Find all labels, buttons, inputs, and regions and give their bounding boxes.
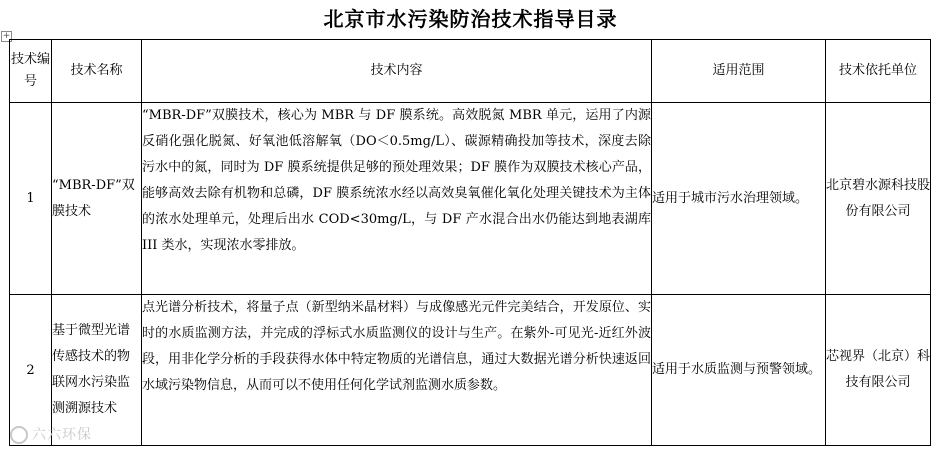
row-scope: 适用于城市污水治理领域。 [652,103,826,295]
page-title: 北京市水污染防治技术指导目录 [323,7,618,31]
row-tech-content: “MBR-DF”双膜技术，核心为 MBR 与 DF 膜系统。高效脱氮 MBR 单元，运用了内源反硝化强化脱氮、好氧池低溶解氧（DO＜0.5mg/L）、碳源精确投加等技术，深度去除污水中的氮，同时为 DF 膜系统提供足够的预处理效果；DF 膜作为双膜技术核心产品，能够高效去除有机物和总磷，DF 膜系统浓水经以高效臭氧催化氧化处理关键技术为主体的浓水处理单元，处理后出水 COD<30mg/L，与 DF 产水混合出水仍能达到地表湖库 III 类水，实现浓水零排放。 [142,103,652,295]
table-row [10,295,931,446]
row-tech-name: 基于微型光谱传感技术的物联网水污染监测溯源技术 [52,295,142,446]
row-tech-name: “MBR-DF”双膜技术 [52,103,142,295]
watermark-text: 六六环保 [32,427,92,443]
row-org: 北京碧水源科技股份有限公司 [826,103,931,295]
watermark-icon [10,426,28,444]
header-tech-number: 技术编号 [10,40,52,103]
header-tech-name: 技术名称 [52,40,142,103]
row-number: 1 [10,103,52,295]
watermark-logo [10,424,92,444]
header-org: 技术依托单位 [826,40,931,103]
row-scope: 适用于水质监测与预警领域。 [652,295,826,446]
technology-table [9,39,931,446]
table-row [10,103,931,295]
table-move-handle-icon[interactable]: + [2,31,11,41]
table-header-row [10,40,931,103]
row-tech-content: 点光谱分析技术，将量子点（新型纳米晶材料）与成像感光元件完美结合，开发原位、实时的水质监测方法，并完成的浮标式水质监测仪的设计与生产。在紫外-可见光-近红外波段，用非化学分析的手段获得水体中特定物质的光谱信息，通过大数据光谱分析快速返回水域污染物信息，从而可以不使用任何化学试剂监测水质参数。 [142,295,652,446]
header-scope: 适用范围 [652,40,826,103]
header-tech-content: 技术内容 [142,40,652,103]
row-org: 芯视界（北京）科技有限公司 [826,295,931,446]
row-number: 2 [10,295,52,446]
